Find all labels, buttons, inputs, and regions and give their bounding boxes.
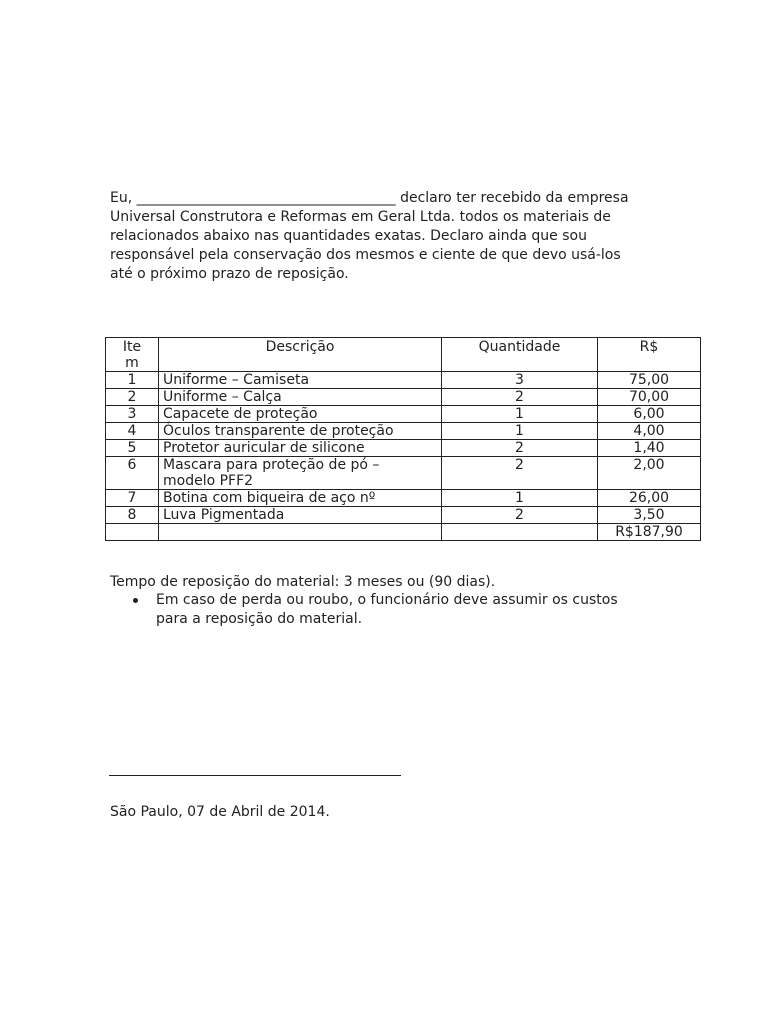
bullet-line: Em caso de perda ou roubo, o funcionário deve assumir os custos: [156, 592, 618, 608]
table-row: [106, 490, 701, 507]
table-row: [106, 389, 701, 406]
cell-empty: [442, 524, 598, 541]
cell-item: 8: [106, 507, 159, 524]
cell-price: 75,00: [598, 372, 701, 389]
table-row: [106, 440, 701, 457]
cell-price: 4,00: [598, 423, 701, 440]
cell-description: [159, 457, 442, 490]
cell-quantity: 2: [442, 389, 598, 406]
cell-description: Capacete de proteção: [159, 406, 442, 423]
bullet-list: [110, 591, 670, 629]
header-description: Descrição: [159, 338, 442, 372]
header-quantity: Quantidade: [442, 338, 598, 372]
bullet-text: [156, 591, 670, 629]
cell-price: 26,00: [598, 490, 701, 507]
cell-description-line: modelo PFF2: [163, 473, 254, 489]
table-row: [106, 372, 701, 389]
cell-quantity: 2: [442, 507, 598, 524]
cell-empty: [106, 524, 159, 541]
replacement-period-text: Tempo de reposição do material: 3 meses ou (90 dias).: [110, 574, 496, 590]
table-row: [106, 457, 701, 490]
place-date: São Paulo, 07 de Abril de 2014.: [110, 804, 330, 820]
bullet-line: para a reposição do material.: [156, 611, 363, 627]
cell-empty: [159, 524, 442, 541]
cell-quantity: 2: [442, 440, 598, 457]
declaration-line: Eu, _____________________________________ declaro ter recebido da empresa: [110, 190, 629, 206]
cell-description-line: Mascara para proteção de pó –: [163, 457, 380, 473]
cell-description: Uniforme – Calça: [159, 389, 442, 406]
cell-item: 3: [106, 406, 159, 423]
header-item: [106, 338, 159, 372]
cell-description: Luva Pigmentada: [159, 507, 442, 524]
cell-price: 2,00: [598, 457, 701, 490]
list-item: [110, 591, 670, 629]
cell-item: 6: [106, 457, 159, 490]
cell-description: Protetor auricular de silicone: [159, 440, 442, 457]
cell-item: 4: [106, 423, 159, 440]
cell-description: Óculos transparente de proteção: [159, 423, 442, 440]
header-item-line: m: [125, 355, 139, 371]
cell-quantity: 1: [442, 490, 598, 507]
declaration-line: relacionados abaixo nas quantidades exatas. Declaro ainda que sou: [110, 228, 587, 244]
declaration-line: até o próximo prazo de reposição.: [110, 266, 349, 282]
cell-item: 1: [106, 372, 159, 389]
table-row: [106, 507, 701, 524]
cell-item: 5: [106, 440, 159, 457]
table-row: [106, 423, 701, 440]
cell-quantity: 1: [442, 406, 598, 423]
signature-line: [109, 775, 401, 776]
cell-description: Uniforme – Camiseta: [159, 372, 442, 389]
cell-price: 70,00: [598, 389, 701, 406]
cell-quantity: 2: [442, 457, 598, 490]
table-body: [106, 372, 701, 541]
table-header-row: [106, 338, 701, 372]
table-row: [106, 406, 701, 423]
cell-price: 3,50: [598, 507, 701, 524]
header-price: R$: [598, 338, 701, 372]
cell-item: 7: [106, 490, 159, 507]
table-total-row: [106, 524, 701, 541]
cell-total: R$187,90: [598, 524, 701, 541]
cell-description: Botina com biqueira de aço nº: [159, 490, 442, 507]
declaration-line: Universal Construtora e Reformas em Geral Ltda. todos os materiais de: [110, 209, 611, 225]
cell-quantity: 1: [442, 423, 598, 440]
declaration-paragraph: [110, 189, 670, 284]
header-item-line: Ite: [122, 339, 142, 355]
cell-quantity: 3: [442, 372, 598, 389]
cell-price: 1,40: [598, 440, 701, 457]
cell-price: 6,00: [598, 406, 701, 423]
bullet-dot-icon: [133, 598, 138, 603]
cell-item: 2: [106, 389, 159, 406]
materials-table: [105, 337, 701, 541]
declaration-line: responsável pela conservação dos mesmos e ciente de que devo usá-los: [110, 247, 621, 263]
